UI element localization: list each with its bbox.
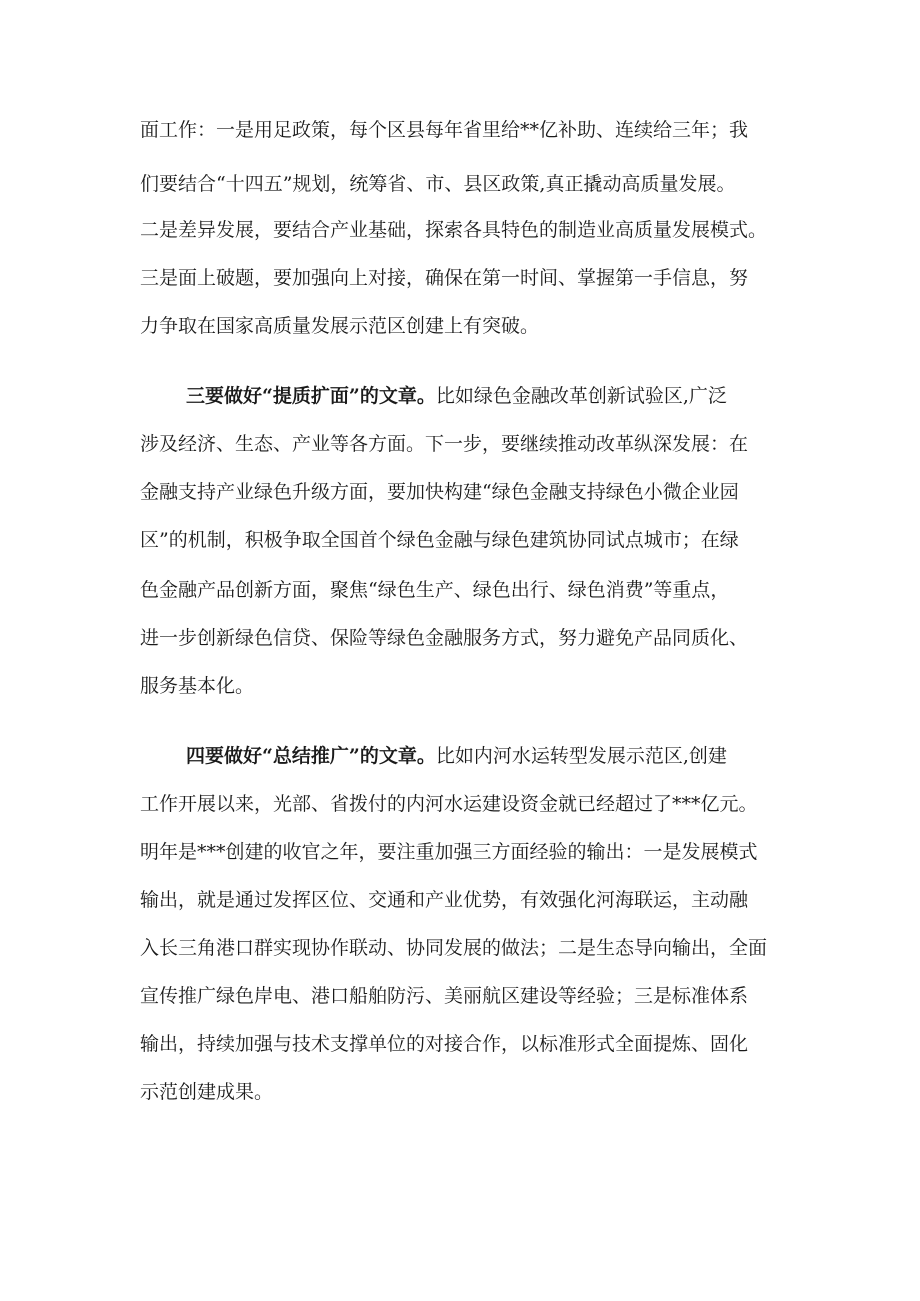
paragraph-line: 二是差异发展，要结合产业基础，探索各具特色的制造业高质量发展模式。 — [140, 219, 768, 241]
paragraph-line: 输出，就是通过发挥区位、交通和产业优势，有效强化河海联运，主动融 — [140, 889, 749, 911]
paragraph-line: 色金融产品创新方面，聚焦“绿色生产、绿色出行、绿色消费”等重点， — [140, 579, 730, 601]
paragraph-line: 涉及经济、生态、产业等各方面。下一步，要继续推动改革纵深发展：在 — [140, 433, 749, 455]
paragraph-line: 入长三角港口群实现协作联动、协同发展的做法；二是生态导向输出，全面 — [140, 937, 768, 959]
paragraph-line: 力争取在国家高质量发展示范区创建上有突破。 — [140, 315, 540, 337]
paragraph-line: 明年是***创建的收官之年，要注重加强三方面经验的输出：一是发展模式 — [140, 841, 758, 863]
paragraph-heading: 四要做好“总结推广”的文章。 — [186, 745, 436, 767]
paragraph-text: 比如内河水运转型发展示范区,创建 — [435, 745, 727, 767]
paragraph-line: 宣传推广绿色岸电、港口船舶防污、美丽航区建设等经验；三是标准体系 — [140, 985, 749, 1007]
paragraph-line: 区”的机制，积极争取全国首个绿色金融与绿色建筑协同试点城市；在绿 — [140, 529, 739, 551]
paragraph-line: 三是面上破题，要加强向上对接，确保在第一时间、掌握第一手信息，努 — [140, 267, 749, 289]
paragraph-line: 们要结合“十四五”规划，统筹省、市、县区政策,真正撬动高质量发展。 — [140, 173, 736, 195]
paragraph-first-line — [186, 384, 727, 408]
paragraph-heading: 三要做好“提质扩面”的文章。 — [186, 385, 436, 407]
paragraph-line: 示范创建成果。 — [140, 1081, 274, 1103]
paragraph-first-line — [186, 744, 727, 768]
paragraph-line: 进一步创新绿色信贷、保险等绿色金融服务方式，努力避免产品同质化、 — [140, 627, 749, 649]
paragraph-line: 工作开展以来，光部、省拨付的内河水运建设资金就已经超过了***亿元。 — [140, 793, 758, 815]
paragraph-line: 服务基本化。 — [140, 675, 255, 697]
paragraph-line: 金融支持产业绿色升级方面，要加快构建“绿色金融支持绿色小微企业园 — [140, 481, 739, 503]
paragraph-text: 比如绿色金融改革创新试验区,广泛 — [435, 385, 727, 407]
paragraph-line: 输出，持续加强与技术支撑单位的对接合作，以标准形式全面提炼、固化 — [140, 1033, 749, 1055]
paragraph-line: 面工作：一是用足政策，每个区县每年省里给**亿补助、连续给三年；我 — [140, 119, 749, 141]
